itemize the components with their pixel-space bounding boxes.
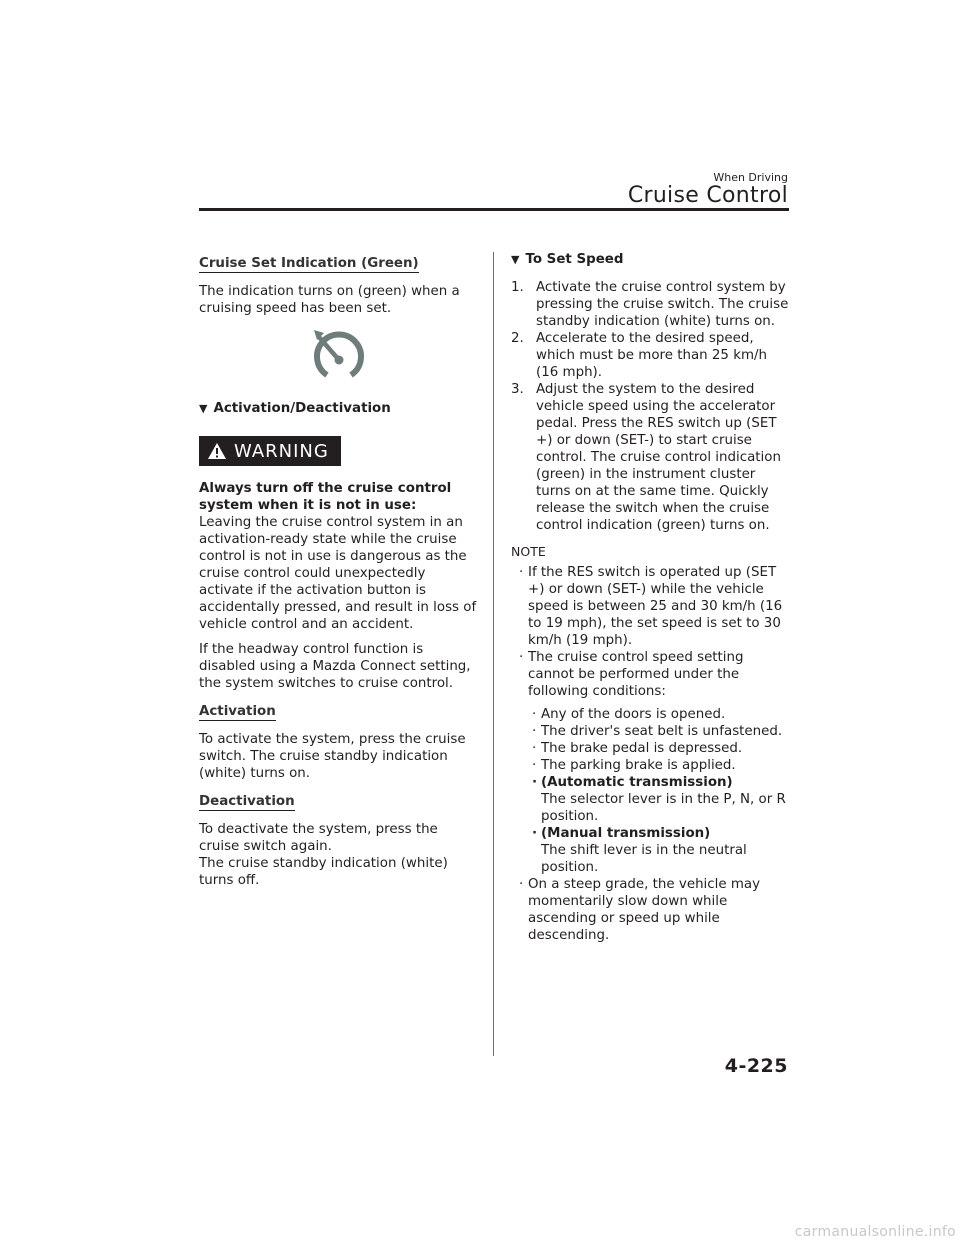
note-item-1: · If the RES switch is operated up (SET +) or down (SET-) while the vehicle speed is between 25 and 30 km/h (16 to 19 mph), the set speed is set to 30 km/h (19 mph). [511, 564, 791, 649]
cruise-set-text: The indication turns on (green) when a cruising speed has been set. [199, 284, 460, 316]
automatic-transmission-text: The selector lever is in the P, N, or R position. [541, 792, 786, 824]
note-label: NOTE [511, 544, 546, 559]
triangle-down-icon: ▼ [511, 253, 520, 266]
activation-section-heading [199, 401, 479, 416]
list-item: 3. Adjust the system to the desired vehicle speed using the accelerator pedal. Press the RES switch up (SET +) or down (SET-) to start cruise control. The cruise control indication (green) in the instrument cluster turns on at the same time. Quickly release the switch when the cruise control indication (green) turns on. [511, 382, 781, 533]
activation-heading: Activation [199, 704, 276, 719]
list-item: · The brake pedal is depressed. [511, 740, 791, 757]
page-title: Cruise Control [627, 183, 788, 208]
list-item: · The parking brake is applied. [511, 757, 791, 774]
list-item: 1. Activate the cruise control system by pressing the cruise switch. The cruise standby indication (white) turns on. [511, 280, 789, 329]
manual-transmission-text: The shift lever is in the neutral position. [541, 843, 747, 875]
list-item: · Any of the doors is opened. [511, 706, 791, 723]
deactivation-heading: Deactivation [199, 794, 295, 809]
deactivation-text-2: The cruise standby indication (white) turns off. [199, 856, 448, 888]
page-number: 4-225 [724, 1055, 788, 1077]
deactivation-text-1: To deactivate the system, press the cruise switch again. [199, 822, 438, 854]
list-item: 2. Accelerate to the desired speed, which must be more than 25 km/h (16 mph). [511, 331, 767, 380]
cruise-set-heading: Cruise Set Indication (Green) [199, 256, 419, 271]
left-column [199, 252, 479, 897]
warning-text: Leaving the cruise control system in an activation-ready state while the cruise control is not in use is dangerous as the cruise control could unexpectedly activate if the activation button is accidentally pressed, and result in loss of vehicle control and an accident. [199, 515, 477, 632]
warning-badge [199, 436, 341, 466]
set-speed-steps [511, 279, 791, 534]
header-section-label: When Driving [713, 171, 788, 184]
warning-bold-text: Always turn off the cruise control system when it is not in use: [199, 481, 452, 513]
note-item-3: · On a steep grade, the vehicle may momentarily slow down while ascending or speed up while descending. [511, 876, 791, 944]
right-column [511, 252, 791, 944]
warning-triangle-icon [207, 442, 227, 460]
column-divider [493, 252, 494, 1056]
triangle-down-icon: ▼ [199, 402, 208, 415]
footer-url: carmanualsonline.info [794, 1224, 956, 1240]
set-speed-section-heading [511, 252, 791, 267]
warning-label: WARNING [234, 440, 329, 462]
cruise-set-indicator-icon [199, 325, 479, 391]
note-item-2: · The cruise control speed setting cannot be performed under the following conditions: [511, 649, 791, 700]
activation-text: To activate the system, press the cruise switch. The cruise standby indication (white) turns on. [199, 732, 466, 781]
headway-text: If the headway control function is disabled using a Mazda Connect setting, the system switches to cruise control. [199, 642, 471, 691]
conditions-list [511, 706, 791, 876]
manual-transmission-label: · (Manual transmission) [511, 825, 791, 842]
set-speed-section-label: To Set Speed [525, 252, 624, 267]
header-divider [199, 208, 789, 211]
list-item: · The driver's seat belt is unfastened. [511, 723, 791, 740]
automatic-transmission-label: · (Automatic transmission) [511, 774, 791, 791]
activation-section-label: Activation/Deactivation [213, 401, 391, 416]
